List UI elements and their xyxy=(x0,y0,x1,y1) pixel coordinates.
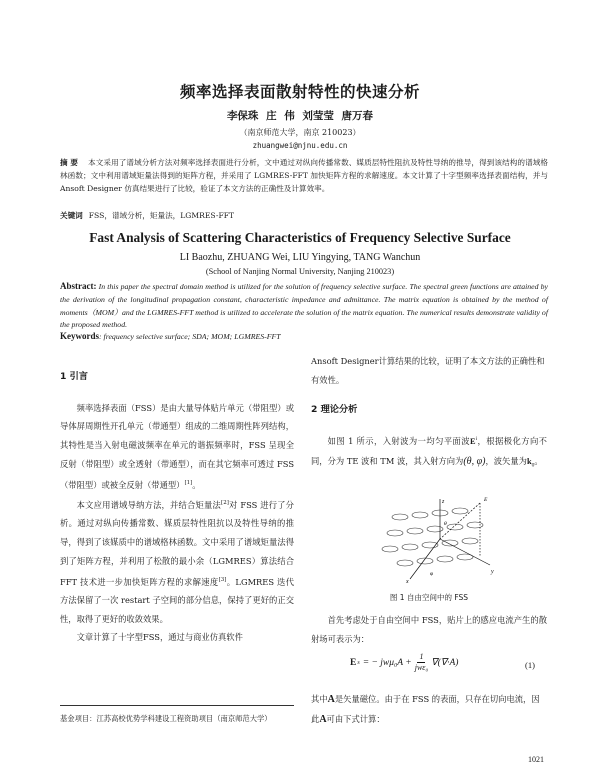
equation-rhs-1: = − jwμ₀A + xyxy=(362,657,412,668)
wave-vector-subscript: 0 xyxy=(531,462,535,469)
author-email: zhuangwei@njnu.edu.cn xyxy=(252,141,348,150)
section-2-heading: 2 理论分析 xyxy=(311,404,358,416)
citation-3: [3] xyxy=(218,576,227,583)
citation-1: [1] xyxy=(184,479,193,486)
affiliation-en: (School of Nanjing Normal University, Nanjing 210023) xyxy=(205,267,395,276)
left-column xyxy=(60,352,294,647)
keywords-cn xyxy=(60,210,548,221)
keywords-cn-text: FSS，谱域分析，矩量法，LGMRES-FFT xyxy=(88,211,235,220)
equation-1-number: (1) xyxy=(525,660,535,670)
incident-field-symbol: E xyxy=(470,436,476,446)
right-paragraph-continued: Ansoft Designer计算结果的比较，证明了本文方法的正确性和有效性。 xyxy=(311,356,545,385)
theory-paragraph-1-part-a: 如图 1 所示，入射波为一均匀平面波 xyxy=(327,435,471,446)
abstract-cn-text: 本文采用了谱域分析方法对频率选择表面进行分析，文中通过对纵向传播常数、媒质层特性阻抗及特性导纳的推导，得到该结构的谱域格林函数；文中利用谱域矩量法得到的矩阵方程，并采用了 LGMRES-FFT 加快矩阵方程的求解速度。本文计算了十字型频率选择表面结构，并与 Ansoft Designer 仿真结果进行了比较，验证了本文方法的正确性及计算效率。 xyxy=(60,158,548,193)
page-number: 1021 xyxy=(528,755,544,764)
incident-field-superscript: i xyxy=(475,436,478,443)
fss-patch xyxy=(412,512,428,518)
abstract-en-label: Abstract: xyxy=(60,281,97,291)
fss-patch xyxy=(452,508,468,514)
right-column-lower xyxy=(311,611,547,648)
y-axis-label: y xyxy=(491,569,494,575)
scattered-field-superscript: s xyxy=(357,659,360,666)
equation-1 xyxy=(350,652,458,673)
phi-label: φ xyxy=(430,571,434,577)
citation-2: [2] xyxy=(221,499,229,506)
fss-patch xyxy=(407,528,423,534)
equation-fraction xyxy=(415,652,429,673)
paper-title-cn: 频率选择表面散射特性的快速分析 xyxy=(179,83,420,101)
footnote-divider xyxy=(60,705,294,706)
fraction-numerator: 1 xyxy=(419,652,424,661)
fss-patch xyxy=(437,556,453,562)
fraction-denominator: jwε₀ xyxy=(414,663,429,672)
keywords-en xyxy=(60,331,548,341)
theory-paragraph-1-part-c: ，波矢量为 xyxy=(485,455,527,466)
intro-paragraph-2 xyxy=(60,494,294,628)
fss-patch xyxy=(462,538,478,544)
right-column-bottom xyxy=(311,690,547,729)
fss-patch xyxy=(397,560,413,566)
theory-paragraph-3-part-b: 是矢量磁位。由于在 FSS 的表面，只存在切向电流，因此 xyxy=(311,694,540,724)
fss-patch xyxy=(447,524,463,530)
intro-paragraph-2-part-a: 本文应用谱域导纳方法，并结合矩量法 xyxy=(76,499,222,510)
fss-patch xyxy=(382,546,398,552)
section-1-heading: 1 引言 xyxy=(60,371,88,382)
vector-potential-symbol-2: A xyxy=(319,713,327,725)
keywords-en-text: : frequency selective surface; SDA; MOM; LGMRES-FFT xyxy=(99,332,281,341)
intro-paragraph-2-part-b: 对 FSS 进行了分析。通过对纵向传播常数、媒质层特性阻抗以及特性导纳的推导，得到了该媒质中的谱域格林函数。文中采用了谱域矩量法得到了矩阵方程，并利用了松散的最小余（LGMRES）算法结合 FFT 技术进一步加快矩阵方程的求解速度 xyxy=(60,499,294,587)
vector-potential-symbol: A xyxy=(327,694,335,705)
theory-paragraph-1-end: 。 xyxy=(534,455,543,466)
y-axis xyxy=(440,539,490,565)
fss-patch xyxy=(427,526,443,532)
theory-paragraph-3-part-c: 可由下式计算： xyxy=(326,713,385,724)
theory-paragraph-3-part-a: 其中 xyxy=(311,694,328,704)
intro-paragraph-1-end: 。 xyxy=(192,479,201,490)
fss-patch xyxy=(467,522,483,528)
fss-patch xyxy=(387,530,403,536)
fss-patch xyxy=(402,544,418,550)
theory-paragraph-1 xyxy=(311,430,547,475)
authors-cn: 李保珠 庄 伟 刘莹莹 唐万春 xyxy=(226,110,374,122)
abstract-cn-label: 摘 要 xyxy=(60,158,79,167)
coordinate-axes xyxy=(410,499,490,579)
intro-paragraph-2-part-c: 。LGMRES 迭代方法保留了一次 restart 子空间的部分信息，保持了更好的正交性，取得了更好的收敛效果。 xyxy=(60,576,295,624)
z-axis-label: z xyxy=(442,499,445,505)
intro-paragraph-1 xyxy=(60,399,294,494)
abstract-cn xyxy=(60,156,548,195)
affiliation-cn: （南京师范大学，南京 210023） xyxy=(239,128,361,137)
incident-wave-label: E xyxy=(484,497,488,503)
abstract-en-text: In this paper the spectral domain method is utilized for the solution of frequency selective surface. The spectral green functions are attained by the derivation of the longitudinal propagation constant, characteristic impedance and admittance. The matrix equation is obtained by the method of moments（MOM）and the LGMRES-FFT method is utilized to accelerate the solution of the matrix equation. The numerical results demonstrate validity of the proposed method. xyxy=(60,282,548,330)
fss-patch xyxy=(392,514,408,520)
right-column xyxy=(311,352,547,475)
abstract-en xyxy=(60,280,548,332)
x-axis xyxy=(410,539,440,579)
wave-vector-symbol: k xyxy=(526,456,532,466)
keywords-en-label: Keywords xyxy=(60,331,99,341)
theory-paragraph-1-part-b: ，根据极化方向不同，分为 TE 波和 TM 波，其入射方向为 xyxy=(311,435,547,466)
equation-rhs-2: ∇(∇·A) xyxy=(431,658,459,668)
fss-patch-array xyxy=(382,508,483,566)
incident-angles: (θ, φ) xyxy=(463,455,486,467)
authors-en: LI Baozhu, ZHUANG Wei, LIU Yingying, TANG Wanchun xyxy=(179,252,421,263)
intro-paragraph-1-text: 频率选择表面（FSS）是由大量导体贴片单元（带阻型）或导体屏周期性开孔单元（带通型）组成的二维周期性阵列结构，其特性是当入射电磁波频率在单元的谐振频率时，FSS 呈现全反射（带阻型）或全透射（带通型），而在其它频率可透过 FSS（带阻型）或被全反射（带通型） xyxy=(60,402,294,490)
theory-paragraph-2: 首先考虑处于自由空间中 FSS，贴片上的感应电流产生的散射场可表示为： xyxy=(311,615,547,644)
keywords-cn-label: 关键词 xyxy=(60,211,83,220)
figure-1-caption: 图 1 自由空间中的 FSS xyxy=(389,593,469,602)
intro-paragraph-3: 文章计算了十字型FSS，通过与商业仿真软件 xyxy=(76,632,243,643)
theta-label: θ xyxy=(444,521,447,527)
paper-title-en: Fast Analysis of Scattering Characteristics of Frequency Selective Surface xyxy=(89,230,511,245)
theory-paragraph-3 xyxy=(311,690,547,729)
x-axis-label: x xyxy=(406,579,409,585)
funding-footnote: 基金项目：江苏高校优势学科建设工程资助项目（南京师范大学） xyxy=(60,714,272,723)
fss-figure xyxy=(380,495,500,585)
scattered-field-symbol: E xyxy=(350,657,357,668)
